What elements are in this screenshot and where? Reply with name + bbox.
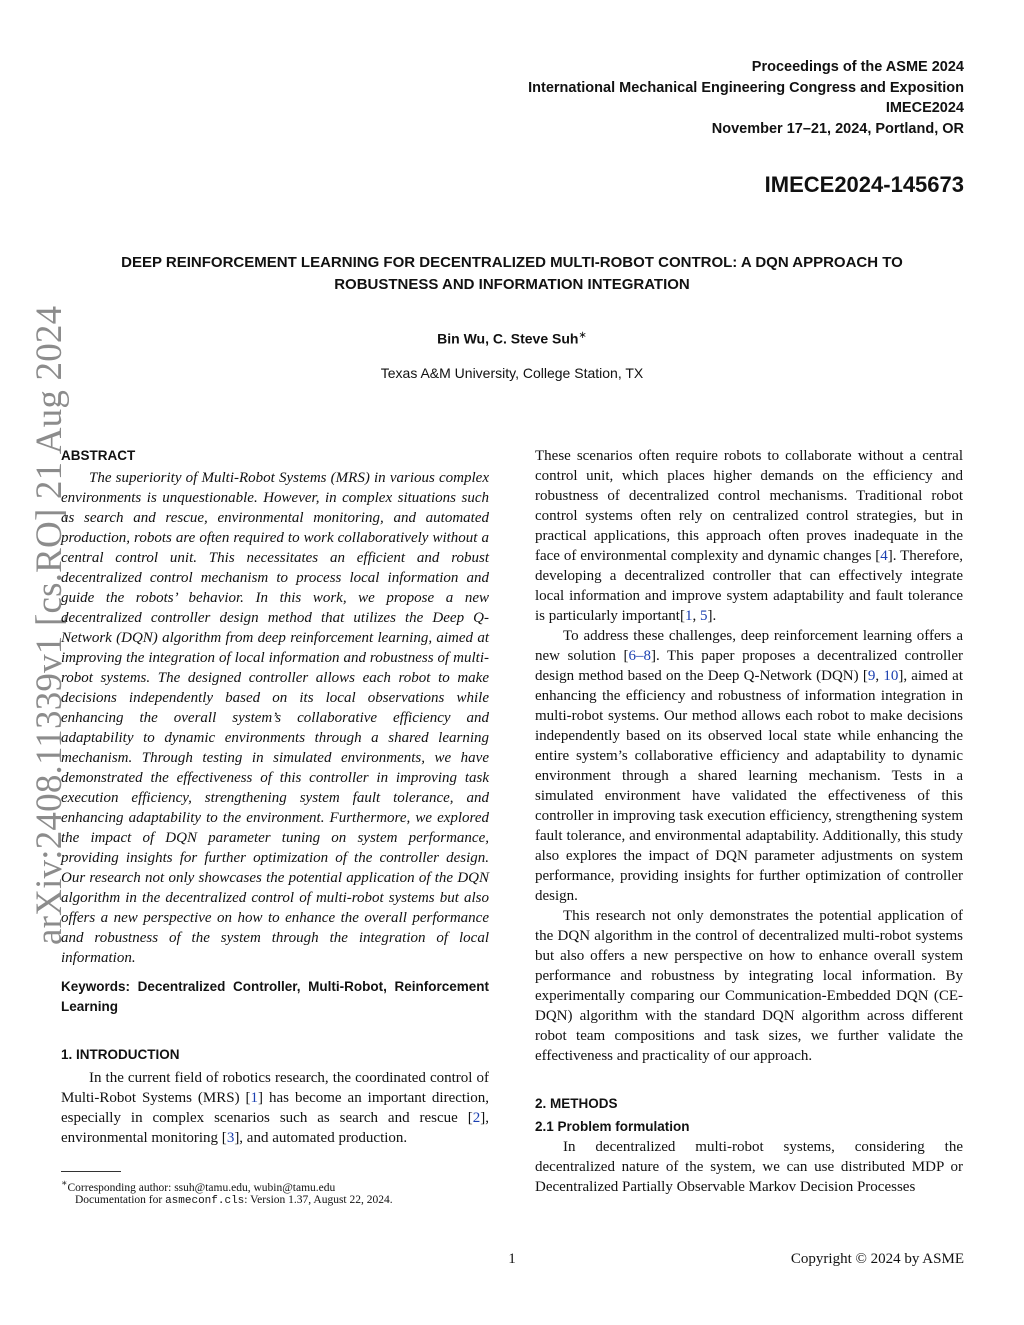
citation-link[interactable]: 1 bbox=[250, 1090, 259, 1106]
citation-link[interactable]: 1 bbox=[684, 608, 693, 624]
documentation-footnote bbox=[75, 1192, 393, 1209]
intro-paragraph-3: This research not only demonstrates the potential application of the DQN algorithm in the control of decentralized multi-robot systems but also offers a new perspective on how to enhance overall system performance and robustness by integrating local information. By experimentally comparing our Communication-Embedded DQN (CE-DQN) algorithm with the standard DQN algorithm across different robot team compositions and task sizes, we further validate the effectiveness and practicality of our approach. bbox=[535, 908, 963, 1064]
text-run: ]. This paper proposes a decentralized controller design method based on the Deep Q-Network (DQN) [ bbox=[535, 648, 963, 684]
abstract-heading: ABSTRACT bbox=[61, 448, 136, 463]
title-line: DEEP REINFORCEMENT LEARNING FOR DECENTRALIZED MULTI-ROBOT CONTROL: A DQN APPROACH TO bbox=[121, 254, 903, 271]
footnote-marker: ∗ bbox=[61, 1178, 68, 1189]
page-number: 1 bbox=[508, 1251, 516, 1267]
citation-link[interactable]: 8 bbox=[643, 648, 651, 664]
title-line: ROBUSTNESS AND INFORMATION INTEGRATION bbox=[334, 276, 690, 293]
authors bbox=[60, 330, 964, 347]
footnote-text: Corresponding author: ssuh@tamu.edu, wubin@tamu.edu bbox=[67, 1181, 336, 1194]
paper-title bbox=[60, 252, 964, 296]
citation-link[interactable]: 6 bbox=[628, 648, 636, 664]
citation-link[interactable]: 9 bbox=[867, 668, 876, 684]
text-run: , bbox=[875, 668, 884, 684]
citation-link[interactable]: 5 bbox=[699, 608, 708, 624]
copyright: Copyright © 2024 by ASME bbox=[790, 1251, 964, 1267]
proceedings-line: Proceedings of the ASME 2024 bbox=[751, 59, 964, 75]
right-column bbox=[535, 446, 963, 1197]
citation-link[interactable]: 2 bbox=[472, 1110, 481, 1126]
abstract-section bbox=[61, 446, 489, 968]
abstract-text: The superiority of Multi-Robot Systems (MRS) in various complex environments is unquestionable. However, in complex situations such as search and rescue, environmental monitoring, and automated production, robots are often required to work collaboratively without a central control unit. This necessitates an efficient and robust decentralized control mechanism to process local information and guide the robots’ behavior. In this work, we propose a new decentralized controller design method that utilizes the Deep Q-Network (DQN) algorithm from deep reinforcement learning, aimed at improving the integration of local information and robustness of multi-robot systems. The designed controller allows each robot to make decisions independently based on its local observations while enhancing the overall system’s collaborative efficiency and adaptability to dynamic environments through a shared learning mechanism. Through testing in simulated environments, we have demonstrated the effectiveness of this controller in improving task execution efficiency, strengthening system fault tolerance, and enhancing adaptability to the environment. Furthermore, we explored the impact of DQN parameter tuning on system performance, providing insights for further optimization of the controller design. Our research not only showcases the potential application of the DQN algorithm in the decentralized control of multi-robot systems but also offers a new perspective on how to enhance the overall performance and robustness of the system through the integration of local information. bbox=[61, 470, 489, 966]
citation-link[interactable]: 10 bbox=[883, 668, 899, 684]
text-run: , bbox=[692, 608, 700, 624]
proceedings-header bbox=[528, 57, 964, 139]
methods-heading: 2. METHODS bbox=[535, 1096, 618, 1111]
intro-heading: 1. INTRODUCTION bbox=[61, 1047, 180, 1062]
paper-id: IMECE2024-145673 bbox=[764, 172, 964, 197]
text-run: ], environmental monitoring [ bbox=[61, 1110, 489, 1146]
text-run: In the current field of robotics research, the coordinated control of Multi-Robot Systems (MRS) [ bbox=[61, 1070, 489, 1106]
text-run: ] has become an important direction, especially in complex scenarios such as search and rescue [ bbox=[61, 1090, 489, 1126]
proceedings-line: November 17–21, 2024, Portland, OR bbox=[711, 120, 964, 137]
methods-paragraph-1: In decentralized multi-robot systems, considering the decentralized nature of the system, we can use distributed MDP or Decentralized Partially Observable Markov Decision Processes bbox=[535, 1139, 963, 1195]
footnote-text: : Version 1.37, August 22, 2024. bbox=[244, 1194, 393, 1206]
text-run: ]. Therefore, developing a decentralized controller that can effectively integrate local information and improve system adaptability and fault tolerance is particularly important[ bbox=[535, 548, 963, 624]
text-run: These scenarios often require robots to collaborate without a central control unit, which places higher demands on the efficiency and robustness of decentralized control mechanisms. Traditional robot control systems often rely on centralized control strategies, but in practical applications, this approach often proves inadequate in the face of environmental complexity and dynamic changes [ bbox=[535, 448, 963, 564]
text-run: ], and automated production. bbox=[234, 1130, 408, 1146]
arxiv-stamp[interactable]: arXiv:2408.11339v1 [cs.RO] 21 Aug 2024 bbox=[29, 305, 70, 945]
footnote-rule bbox=[61, 1171, 121, 1172]
keywords: Keywords: Decentralized Controller, Multi-Robot, Reinforcement Learning bbox=[61, 979, 489, 1014]
intro-paragraph-1-start bbox=[61, 1068, 489, 1148]
author-names: Bin Wu, C. Steve Suh bbox=[437, 330, 579, 347]
author-footnote-marker[interactable]: ∗ bbox=[578, 330, 587, 341]
affiliation: Texas A&M University, College Station, TX bbox=[380, 365, 644, 381]
intro-paragraph-2 bbox=[535, 626, 963, 906]
citation-link[interactable]: 4 bbox=[880, 548, 888, 564]
intro-paragraph-1-cont bbox=[535, 446, 963, 626]
proceedings-line: International Mechanical Engineering Congress and Exposition bbox=[528, 79, 964, 96]
footnote-text: Documentation for bbox=[75, 1194, 166, 1206]
proceedings-line: IMECE2024 bbox=[885, 100, 964, 116]
class-file-name: asmeconf.cls bbox=[165, 1195, 245, 1207]
citation-link[interactable]: 3 bbox=[226, 1130, 235, 1146]
problem-formulation-heading: 2.1 Problem formulation bbox=[535, 1119, 690, 1134]
citation-range-dash[interactable]: – bbox=[635, 648, 644, 664]
text-run: To address these challenges, deep reinforcement learning offers a new solution [ bbox=[535, 628, 963, 664]
text-run: ], aimed at enhancing the efficiency and robustness of information integration in multi-robot systems. Our method allows each robot to make decisions independently based on its observed local state while enhancing the entire system’s collaborative efficiency and adaptability to dynamic environment through a shared learning mechanism. Tests in a simulated environment have validated the effectiveness of this controller in improving task execution efficiency, strengthening system fault tolerance, and environmental adaptability. Additionally, this study also explores the impact of DQN parameter adjustments on system performance, providing insights for further optimization of controller design. bbox=[535, 668, 964, 904]
text-run: ]. bbox=[707, 608, 717, 624]
left-column bbox=[61, 446, 489, 1148]
